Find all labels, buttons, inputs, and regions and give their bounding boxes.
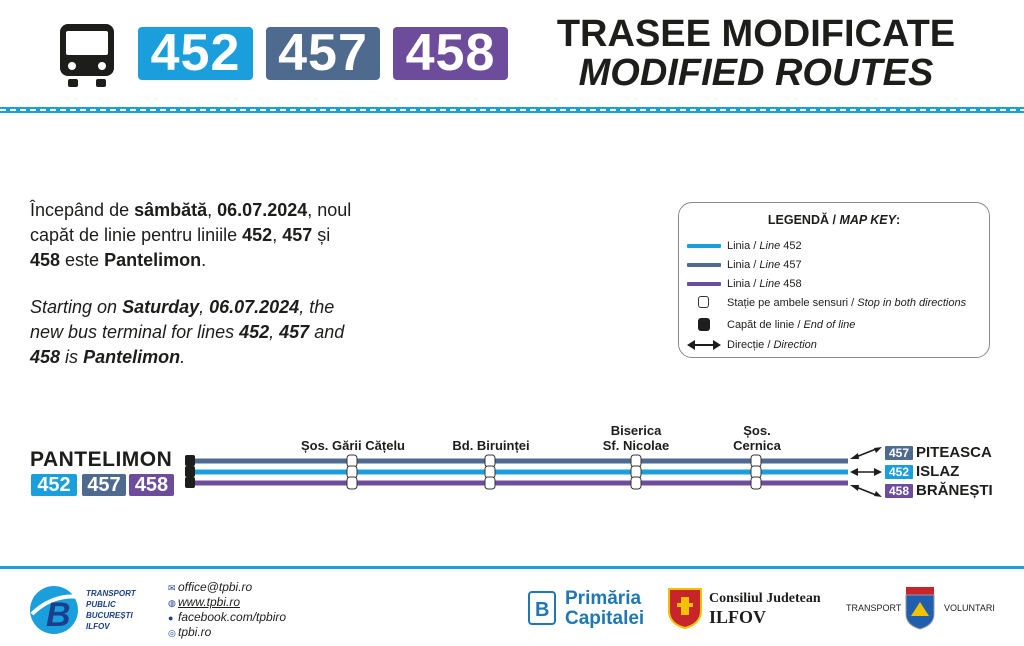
stop-marker [347, 455, 357, 467]
end-of-line-marker [185, 455, 195, 466]
instagram-icon: ◎ [168, 628, 176, 638]
bus-icon [58, 22, 116, 88]
stop-icon [698, 296, 709, 308]
route-diagram [180, 450, 860, 495]
primaria-capitalei-logo-icon [527, 590, 557, 626]
stop-label-biserica: Biserica Sf. Nicolae [602, 423, 670, 453]
terminal-badge-457: 457 [82, 474, 126, 496]
svg-text:B: B [46, 596, 71, 634]
stop-marker [485, 477, 495, 489]
direction-arrow-icon [850, 446, 882, 460]
end-of-line-marker [185, 466, 195, 477]
page-subtitle: MODIFIED ROUTES [578, 52, 934, 94]
legend-line-458-swatch [687, 282, 721, 286]
contact-website[interactable]: ◍ www.tpbi.ro [168, 595, 241, 609]
globe-icon: ◍ [168, 598, 176, 608]
map-legend: LEGENDĂ / MAP KEY: Linia / Line 452 Linia / Line 457 Linia / Line 458 Stație pe ambele sensuri / Stop in both directions Capăt de linie / End of line Direcție / Direction [678, 202, 990, 358]
transport-voluntari-left: TRANSPORT [846, 603, 902, 613]
footer-divider [0, 566, 1024, 569]
stop-marker [631, 455, 641, 467]
legend-title: LEGENDĂ / MAP KEY: [767, 213, 901, 227]
stop-marker [347, 466, 357, 478]
stop-marker [751, 466, 761, 478]
destination-islaz [850, 462, 1010, 482]
legend-line-452-swatch [687, 244, 721, 248]
destination-badge: 458 [885, 484, 913, 498]
voluntari-crest-icon [903, 586, 937, 630]
route-badge-452: 452 [138, 27, 253, 80]
destination-name: PITEASCA [916, 444, 992, 461]
route-badge-457: 457 [266, 27, 380, 80]
svg-text:B: B [535, 599, 550, 621]
stop-marker [751, 477, 761, 489]
destination-name: ISLAZ [916, 463, 960, 480]
stop-label-garii-catelu: Șos. Gării Cățelu [300, 438, 406, 453]
tpbi-logo-icon [28, 584, 84, 636]
end-of-line-icon [698, 318, 710, 331]
stop-marker [347, 477, 357, 489]
stop-marker [631, 466, 641, 478]
terminal-badge-452: 452 [31, 474, 77, 496]
stop-marker [631, 477, 641, 489]
stop-label-cernica: Șos. Cernica [733, 423, 781, 453]
header-divider [0, 107, 1024, 113]
contact-info [168, 580, 286, 640]
contact-facebook[interactable]: ● facebook.com/tpbiro [168, 610, 287, 624]
contact-instagram[interactable]: ◎ tpbi.ro [168, 625, 212, 639]
terminal-badge-458: 458 [129, 474, 174, 496]
notice-romanian: Începând de sâmbătă, 06.07.2024, noul capăt de linie pentru liniile 452, 457 și 458 este Pantelimon. [30, 200, 352, 270]
legend-line-457-swatch [687, 263, 721, 267]
stop-marker [485, 455, 495, 467]
tpbi-logo-text: TRANSPORT PUBLIC BUCUREȘTI ILFOV [86, 589, 136, 631]
ilfov-crest-icon [667, 587, 703, 629]
end-of-line-marker [185, 477, 195, 488]
cj-ilfov-line2: ILFOV [709, 607, 767, 627]
direction-arrow-icon [850, 484, 882, 498]
stop-label-biruintei: Bd. Biruinței [452, 438, 530, 453]
direction-arrow-icon [687, 338, 721, 352]
page-title: TRASEE MODIFICATE [556, 13, 956, 55]
direction-arrow-icon [850, 465, 882, 479]
destination-badge: 457 [885, 446, 913, 460]
route-badge-458: 458 [393, 27, 508, 80]
stop-marker [485, 466, 495, 478]
terminal-name: PANTELIMON [30, 448, 173, 471]
destination-badge: 452 [885, 465, 913, 479]
cj-ilfov-line1: Consiliul Judetean [709, 591, 821, 606]
email-icon: ✉ [168, 583, 176, 593]
transport-voluntari-right: VOLUNTARI [944, 603, 995, 613]
stop-marker [751, 455, 761, 467]
destination-name: BRĂNEȘTI [916, 482, 993, 499]
notice-english: Starting on Saturday, 06.07.2024, the new bus terminal for lines 452, 457 and 458 is Pantelimon. [30, 297, 345, 367]
primaria-capitalei-text: Primăria Capitalei [565, 588, 645, 629]
contact-email[interactable]: ✉ office@tpbi.ro [168, 580, 253, 594]
destination-branesti [850, 481, 1010, 501]
destination-piteasca [850, 443, 1010, 463]
facebook-icon: ● [168, 613, 174, 623]
